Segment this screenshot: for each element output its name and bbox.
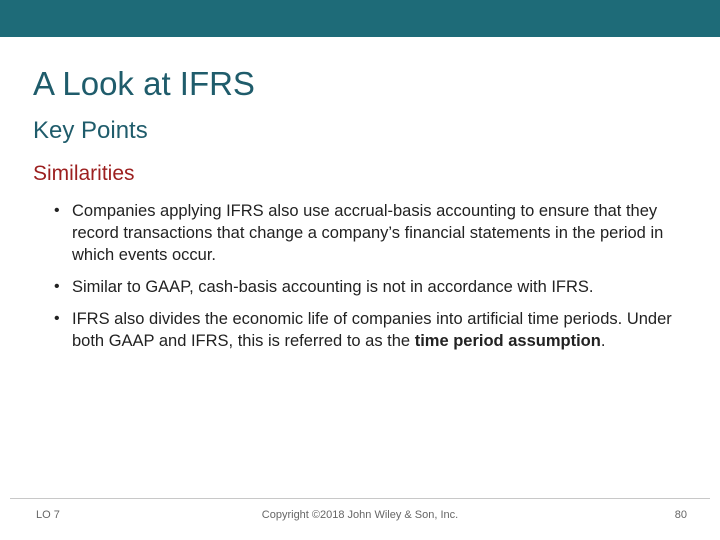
- bullet-bold-term: time period assumption: [414, 332, 601, 350]
- footer-divider: [10, 498, 710, 499]
- bullet-item: [54, 308, 694, 352]
- bullet-dot: •: [54, 310, 60, 327]
- footer-copyright: Copyright ©2018 John Wiley & Son, Inc.: [261, 509, 459, 521]
- bullet-item: [54, 200, 694, 266]
- bullet-dot: •: [54, 278, 60, 295]
- bullet-text: Similar to GAAP, cash-basis accounting is not in accordance with IFRS.: [72, 278, 594, 296]
- footer-page-number: 80: [674, 509, 687, 521]
- section-heading: Similarities: [33, 162, 135, 185]
- bullet-text-part: .: [600, 332, 606, 350]
- footer-learning-objective: LO 7: [36, 509, 60, 521]
- bullet-text: Companies applying IFRS also use accrual-basis accounting to ensure that they record transactions that change a company’s financial statements in the period in which events occur.: [72, 202, 664, 264]
- bullet-text-part: IFRS also divides the economic life of companies into artificial time periods. Under both GAAP and IFRS, this is referred to as the: [72, 310, 672, 350]
- bullet-list: [54, 200, 694, 362]
- bullet-text: [72, 310, 672, 350]
- slide-title: A Look at IFRS: [33, 65, 255, 102]
- bullet-item: [54, 276, 694, 298]
- slide-subtitle: Key Points: [33, 117, 148, 144]
- bullet-dot: •: [54, 202, 60, 219]
- top-color-band: [0, 0, 720, 37]
